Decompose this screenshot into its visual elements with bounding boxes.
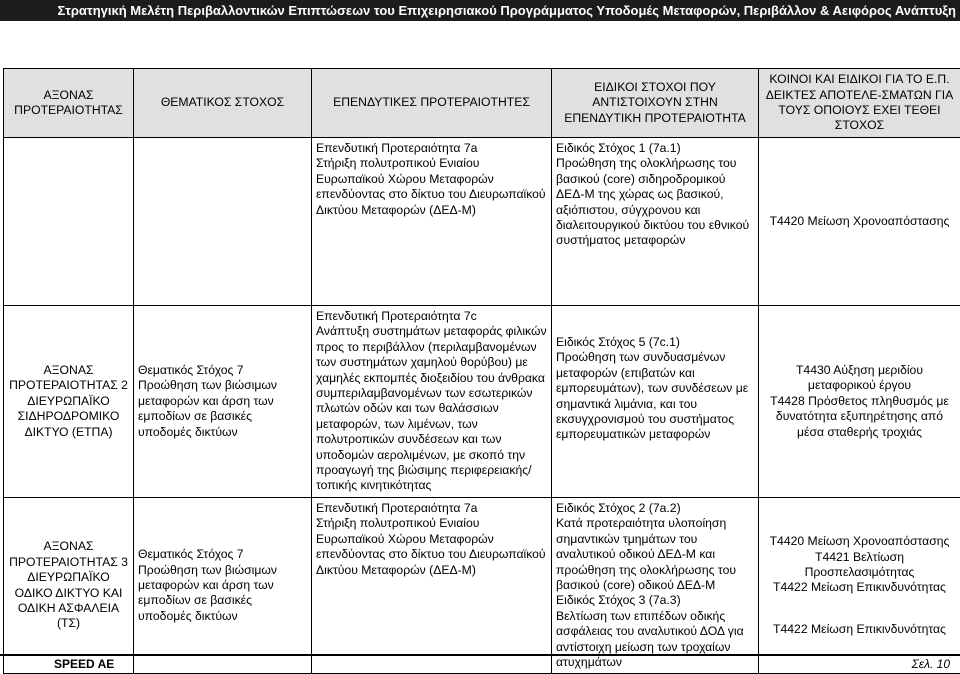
footer-page-number: Σελ. 10 xyxy=(912,657,950,672)
specific-goal-cell xyxy=(552,306,759,498)
table-row xyxy=(4,138,960,306)
investment-priority-title: Επενδυτική Προτεραιότητα 7a xyxy=(316,141,547,156)
specific-goal-cell xyxy=(552,497,759,673)
table-row xyxy=(4,497,960,673)
header-axis: ΑΞΟΝΑΣ ΠΡΟΤΕΡΑΙΟΤΗΤΑΣ xyxy=(4,69,134,138)
indicator-cell xyxy=(759,497,960,673)
indicator-item: Τ4422 Μείωση Επικινδυνότητας xyxy=(763,622,956,637)
indicator-cell xyxy=(759,306,960,498)
document-footer xyxy=(0,654,960,671)
table-row xyxy=(4,306,960,498)
specific-goal-title: Ειδικός Στόχος 2 (7a.2) xyxy=(556,501,754,516)
investment-priority-text: Στήριξη πολυτροπικού Ενιαίου Ευρωπαϊκού Χώρου Μεταφορών επενδύοντας στο δίκτυο του Διευρωπαϊκού Δικτύου Μεταφορών (ΔΕΔ-Μ) xyxy=(316,516,547,578)
investment-priority-title: Επενδυτική Προτεραιότητα 7c xyxy=(316,309,547,324)
header-investment-priorities: ΕΠΕΝΔΥΤΙΚΕΣ ΠΡΟΤΕΡΑΙΟΤΗΤΕΣ xyxy=(312,69,552,138)
specific-goal-title: Ειδικός Στόχος 5 (7c.1) xyxy=(556,335,754,350)
specific-goal-title: Ειδικός Στόχος 3 (7a.3) xyxy=(556,593,754,608)
indicator-item: Τ4421 Βελτίωση Προσπελασιμότητας xyxy=(763,550,956,581)
thematic-goal-cell xyxy=(134,138,312,306)
thematic-goal-title: Θεματικός Στόχος 7 xyxy=(138,363,307,378)
thematic-goal-title: Θεματικός Στόχος 7 xyxy=(138,547,307,562)
indicator-item: Τ4420 Μείωση Χρονοαπόστασης xyxy=(763,214,956,229)
header-specific-goals: ΕΙΔΙΚΟΙ ΣΤΟΧΟΙ ΠΟΥ ΑΝΤΙΣΤΟΙΧΟΥΝ ΣΤΗΝ ΕΠΕΝΔΥΤΙΚΗ ΠΡΟΤΕΡΑΙΟΤΗΤΑ xyxy=(552,69,759,138)
investment-priority-text: Στήριξη πολυτροπικού Ενιαίου Ευρωπαϊκού Χώρου Μεταφορών επενδύοντας στο δίκτυο του Διευρωπαϊκού Δικτύου Μεταφορών (ΔΕΔ-Μ) xyxy=(316,156,547,218)
indicator-item: Τ4428 Πρόσθετος πληθυσμός με δυνατότητα εξυπηρέτησης από μέσα σταθερής τροχιάς xyxy=(763,394,956,440)
indicator-item: Τ4420 Μείωση Χρονοαπόστασης xyxy=(763,534,956,549)
header-thematic-goal: ΘΕΜΑΤΙΚΟΣ ΣΤΟΧΟΣ xyxy=(134,69,312,138)
investment-priority-text: Ανάπτυξη συστημάτων μεταφοράς φιλικών προς το περιβάλλον (περιλαμβανομένων των συστημάτων χαμηλού θορύβου) με χαμηλές εκπομπές διοξειδίου του άνθρακα συμπεριλαμβανομένων των εσωτερικών πλωτών οδών και των θαλάσσιων μεταφορών, των λιμένων, των πολυτροπικών συνδέσεων και των υποδομών αερολιμένων, με σκοπό την προαγωγή της βιώσιμης περιφερειακής/τοπικής κινητικότητας xyxy=(316,324,547,493)
indicator-cell xyxy=(759,138,960,306)
specific-goal-text: Βελτίωση των επιπέδων οδικής ασφάλειας του αναλυτικού ΔΟΔ για αντίστοιχη μείωση των τροχαίων ατυχημάτων xyxy=(556,609,754,671)
axis-cell xyxy=(4,138,134,306)
footer-company: SPEED AE xyxy=(54,657,114,672)
specific-goal-cell xyxy=(552,138,759,306)
investment-priority-title: Επενδυτική Προτεραιότητα 7a xyxy=(316,501,547,516)
document-title: Στρατηγική Μελέτη Περιβαλλοντικών Επιπτώσεων του Επιχειρησιακού Προγράμματος Υποδομές Μεταφορών, Περιβάλλον & Αειφόρος Ανάπτυξη xyxy=(57,3,956,18)
indicator-item: Τ4422 Μείωση Επικινδυνότητας xyxy=(763,580,956,595)
investment-priority-cell xyxy=(312,497,552,673)
thematic-goal-text: Προώθηση των βιώσιμων μεταφορών και άρση των εμποδίων σε βασικές υποδομές δικτύων xyxy=(138,563,307,625)
investment-priority-cell xyxy=(312,138,552,306)
specific-goal-text: Κατά προτεραιότητα υλοποίηση σημαντικών τμημάτων του αναλυτικού οδικού ΔΕΔ-Μ και προώθηση της ολοκλήρωσης του βασικού (core) οδικού ΔΕΔ-Μ xyxy=(556,516,754,593)
axis-cell: ΑΞΟΝΑΣ ΠΡΟΤΕΡΑΙΟΤΗΤΑΣ 2 ΔΙΕΥΡΩΠΑΪΚΟ ΣΙΔΗΡΟΔΡΟΜΙΚΟ ΔΙΚΤΥΟ (ΕΤΠΑ) xyxy=(4,306,134,498)
thematic-goal-cell xyxy=(134,306,312,498)
axis-cell: ΑΞΟΝΑΣ ΠΡΟΤΕΡΑΙΟΤΗΤΑΣ 3 ΔΙΕΥΡΩΠΑΪΚΟ ΟΔΙΚΟ ΔΙΚΤΥΟ ΚΑΙ ΟΔΙΚΗ ΑΣΦΑΛΕΙΑ (ΤΣ) xyxy=(4,497,134,673)
specific-goal-title: Ειδικός Στόχος 1 (7a.1) xyxy=(556,141,754,156)
specific-goal-text: Προώθηση των συνδυασμένων μεταφορών (επιβατών και εμπορευμάτων), των συνδέσεων με σημαντικά λιμάνια, και του εκσυγχρονισμού του συστήματος εμπορευματικών μεταφορών xyxy=(556,350,754,442)
indicator-item: Τ4430 Αύξηση μεριδίου μεταφορικού έργου xyxy=(763,363,956,394)
table-header-row xyxy=(4,69,960,138)
thematic-goal-cell xyxy=(134,497,312,673)
header-indicators: ΚΟΙΝΟΙ ΚΑΙ ΕΙΔΙΚΟΙ ΓΙΑ ΤΟ Ε.Π. ΔΕΙΚΤΕΣ ΑΠΟΤΕΛΕ-ΣΜΑΤΩΝ ΓΙΑ ΤΟΥΣ ΟΠΟΙΟΥΣ ΕΧΕΙ ΤΕΘΕΙ ΣΤΟΧΟΣ xyxy=(759,69,960,138)
strategy-table xyxy=(3,68,960,674)
specific-goal-text: Προώθηση της ολοκλήρωσης του βασικού (core) σιδηροδρομικού ΔΕΔ-Μ της χώρας ως βασικού, αξιόπιστου, σύγχρονου και διαλειτουργικού δικτύου του εθνικού συστήματος μεταφορών xyxy=(556,156,754,248)
investment-priority-cell xyxy=(312,306,552,498)
document-header xyxy=(0,0,960,21)
thematic-goal-text: Προώθηση των βιώσιμων μεταφορών και άρση των εμποδίων σε βασικές υποδομές δικτύων xyxy=(138,378,307,440)
